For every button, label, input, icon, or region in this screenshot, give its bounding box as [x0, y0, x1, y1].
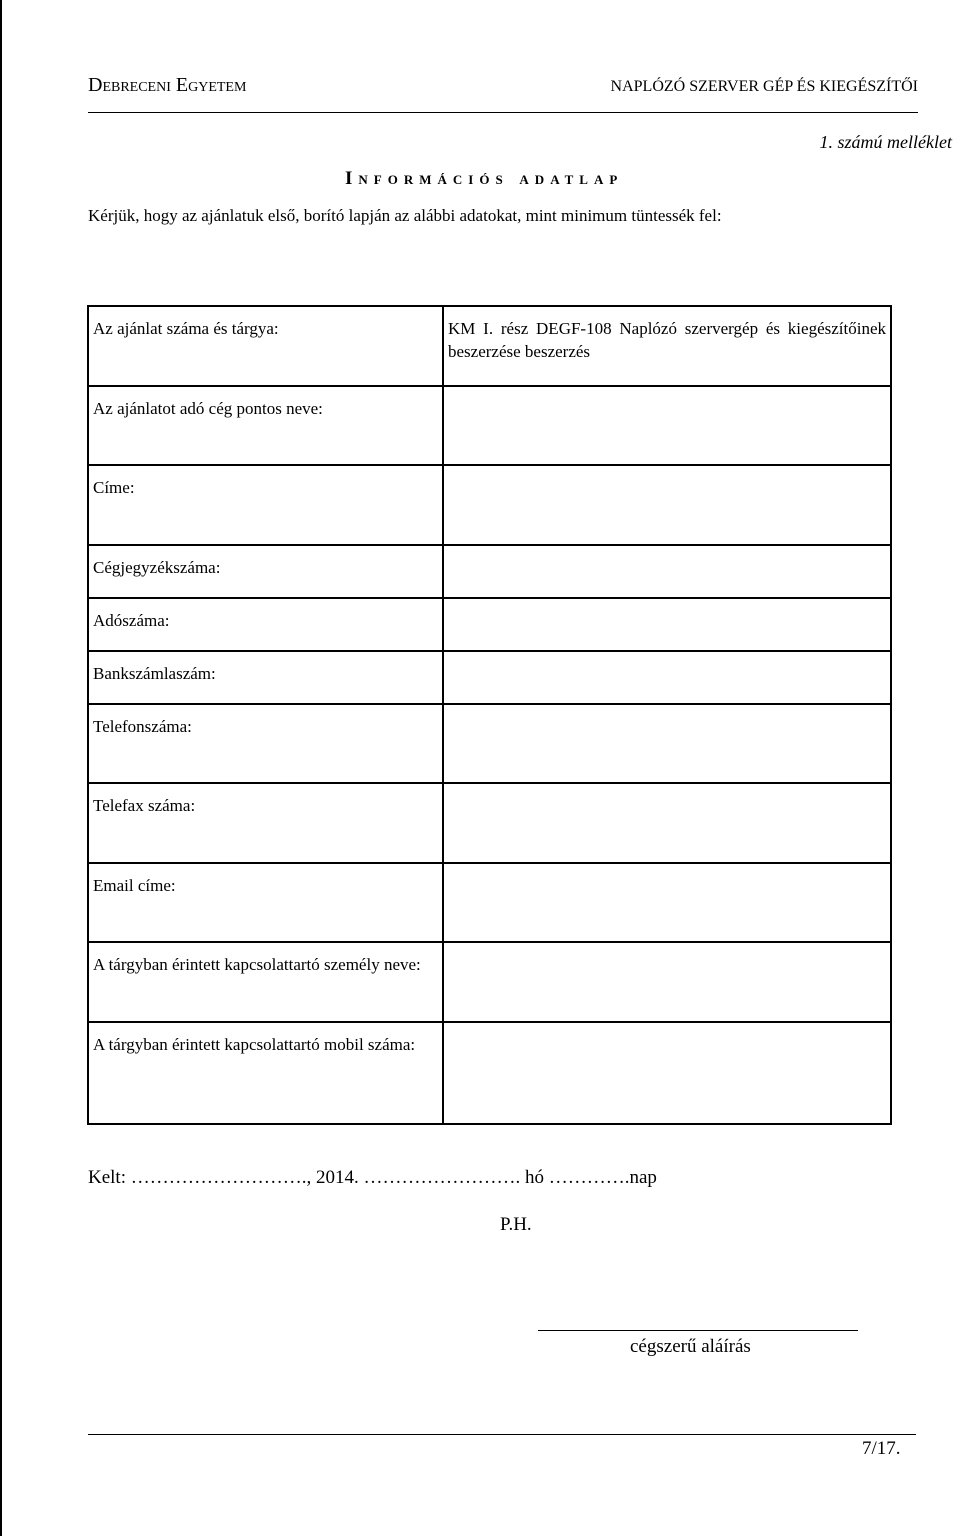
information-form-table — [87, 305, 892, 1125]
form-value-contact-name[interactable] — [443, 942, 891, 1022]
form-label: Cégjegyzékszáma: — [88, 545, 443, 598]
signature-line — [538, 1330, 858, 1331]
form-label: A tárgyban érintett kapcsolattartó személy neve: — [88, 942, 443, 1022]
form-label: Az ajánlat száma és tárgya: — [88, 306, 443, 386]
form-value-phone[interactable] — [443, 704, 891, 783]
page-title: Információs adatlap — [345, 168, 624, 189]
page-number: 7/17. — [862, 1438, 901, 1459]
form-label: Bankszámlaszám: — [88, 651, 443, 704]
form-row-email — [88, 863, 891, 942]
form-label: Az ajánlatot adó cég pontos neve: — [88, 386, 443, 465]
form-row-contact-name — [88, 942, 891, 1022]
form-value-email[interactable] — [443, 863, 891, 942]
header-institution: Debreceni Egyetem — [88, 74, 247, 96]
form-value-fax[interactable] — [443, 783, 891, 863]
form-value-offer-subject[interactable]: KM I. rész DEGF-108 Naplózó szervergép és kiegészítőinek beszerzése beszerzés — [443, 306, 891, 386]
form-value-company-name[interactable] — [443, 386, 891, 465]
form-label: A tárgyban érintett kapcsolattartó mobil száma: — [88, 1022, 443, 1124]
page-header — [88, 72, 918, 113]
form-label: Email címe: — [88, 863, 443, 942]
header-project-title: NAPLÓZÓ SZERVER GÉP ÉS KIEGÉSZÍTŐI — [610, 78, 918, 95]
form-row-bank-account — [88, 651, 891, 704]
footer-line — [88, 1434, 916, 1435]
form-value-registration-number[interactable] — [443, 545, 891, 598]
form-label: Adószáma: — [88, 598, 443, 651]
form-value-tax-number[interactable] — [443, 598, 891, 651]
stamp-placeholder: P.H. — [500, 1214, 532, 1235]
form-row-company-name — [88, 386, 891, 465]
form-row-address — [88, 465, 891, 545]
form-row-fax — [88, 783, 891, 863]
form-label: Telefonszáma: — [88, 704, 443, 783]
intro-text: Kérjük, hogy az ajánlatuk első, borító lapján az alábbi adatokat, mint minimum tüntessék fel: — [88, 206, 722, 225]
form-row-tax-number — [88, 598, 891, 651]
form-row-offer-subject — [88, 306, 891, 386]
form-label: Telefax száma: — [88, 783, 443, 863]
form-value-address[interactable] — [443, 465, 891, 545]
signature-label: cégszerű aláírás — [630, 1336, 751, 1357]
date-line: Kelt: ………………………., 2014. ……………………. hó ………….nap — [88, 1167, 657, 1188]
form-value-bank-account[interactable] — [443, 651, 891, 704]
annex-label: 1. számú melléklet — [819, 132, 952, 152]
form-value-contact-mobile[interactable] — [443, 1022, 891, 1124]
form-row-contact-mobile — [88, 1022, 891, 1124]
form-row-registration-number — [88, 545, 891, 598]
page-left-border — [0, 0, 2, 1536]
form-row-phone — [88, 704, 891, 783]
form-label: Címe: — [88, 465, 443, 545]
